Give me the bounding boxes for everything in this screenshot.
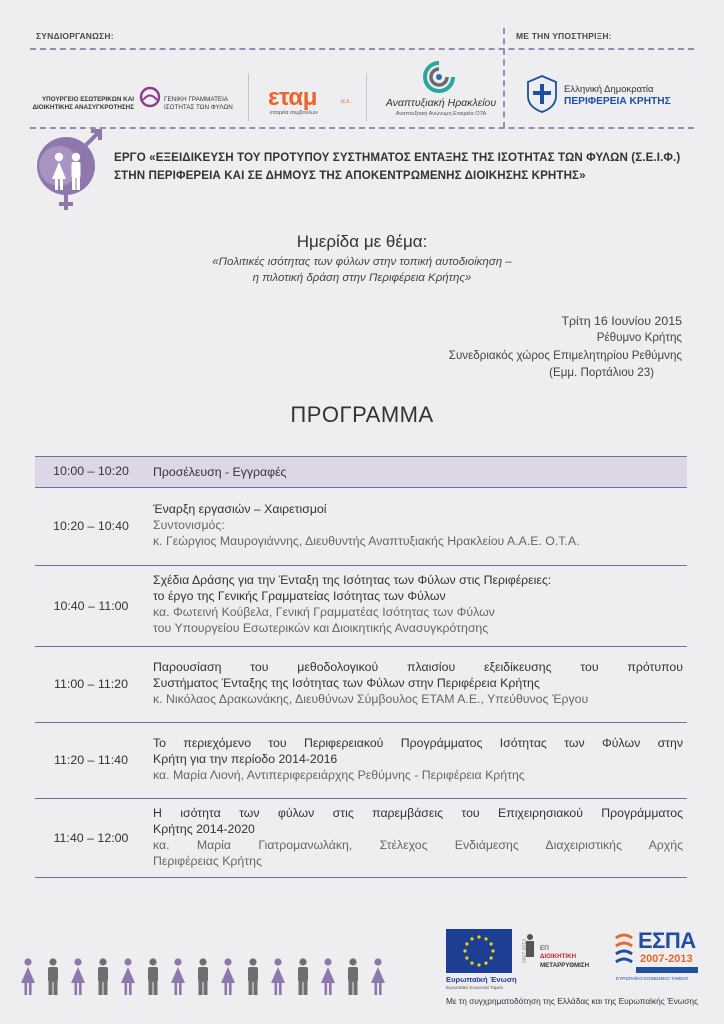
row-content (153, 572, 683, 636)
eu-star (465, 956, 468, 959)
female-figure-icon (270, 958, 286, 996)
dm-line2: ΔΙΟΙΚΗΤΙΚΗ (540, 953, 577, 960)
row-line: κ. Νικόλαος Δρακωνάκης, Διευθύνων Σύμβουλος ΕΤΑΜ Α.Ε., Υπεύθυνος Έργου (153, 692, 589, 706)
row-line: κα. Φωτεινή Κούβελα, Γενική Γραμματέας Ισότητας των Φύλων (153, 605, 495, 619)
female-figure-icon (320, 958, 336, 996)
eu-flag (446, 929, 512, 973)
gender-figures-row (20, 958, 420, 998)
row-line: Συστήματος Ένταξης της Ισότητας των Φύλων στην Περιφέρεια Κρήτης (153, 676, 540, 690)
row-line: κ. Γεώργιος Μαυρογιάννης, Διευθυντής Αναπτυξιακής Ηρακλείου Α.Α.Ε. Ο.Τ.Α. (153, 534, 580, 548)
row-content (153, 501, 683, 549)
row-time: 10:00 – 10:20 (53, 464, 129, 478)
row-time: 11:40 – 12:00 (53, 831, 129, 845)
male-figure-icon (345, 958, 361, 996)
row-line: κα. Μαρία Γιατρομανωλάκη, Στέλεχος Ενδιάμεσης Διαχειριστικής Αρχής (153, 838, 683, 852)
espa-years: 2007-2013 (640, 953, 693, 965)
event-heading: Ημερίδα με θέμα: (296, 232, 428, 251)
espa-motto-bar (636, 967, 698, 973)
event-venue: Συνεδριακός χώρος Επιμελητηρίου Ρεθύμνης (448, 349, 682, 362)
row-line: Παρουσίαση του μεθοδολογικού πλαισίου εξειδίκευσης του πρότυπου (153, 660, 683, 674)
eu-star (463, 949, 466, 952)
greek-emblem-icon (524, 74, 560, 114)
coorg-label: ΣΥΝΔΙΟΡΓΑΝΩΣΗ: (36, 31, 114, 41)
etam-logo: εταμ (268, 84, 317, 111)
eu-star (490, 942, 493, 945)
male-figure-icon (245, 958, 261, 996)
row-line: Σχέδια Δράσης για την Ένταξη της Ισότητας των Φύλων στις Περιφέρειες: (153, 573, 552, 587)
row-line: Το περιεχόμενο του Περιφερειακού Προγράμματος Ισότητας των Φύλων στην (153, 736, 683, 750)
ministry-line2: ΔΙΟΙΚΗΤΙΚΗΣ ΑΝΑΣΥΓΚΡΟΤΗΣΗΣ (32, 103, 134, 111)
female-figure-icon (370, 958, 386, 996)
row-line: κα. Μαρία Λιονή, Αντιπεριφερειάρχης Ρεθύμνης - Περιφέρεια Κρήτης (153, 768, 525, 782)
row-content (153, 659, 683, 707)
ah-name: Αναπτυξιακή Ηρακλείου (385, 97, 497, 109)
row-time: 10:20 – 10:40 (53, 519, 129, 533)
program-row (35, 723, 687, 799)
male-figure-icon (145, 958, 161, 996)
event-topic-line2: η πιλοτική δράση στην Περιφέρεια Κρήτης» (252, 272, 472, 284)
project-title-line1: ΕΡΓΟ «ΕΞΕΙΔΙΚΕΥΣΗ ΤΟΥ ΠΡΟΤΥΠΟΥ ΣΥΣΤΗΜΑΤΟΣ ΕΝΤΑΞΗΣ ΤΗΣ ΙΣΟΤΗΤΑΣ ΤΩΝ ΦΥΛΩΝ (Σ.Ε.Ι.Φ.) (114, 151, 681, 164)
eu-star (490, 956, 493, 959)
row-line: Κρήτης 2014-2020 (153, 822, 255, 836)
espa-waves-icon (614, 930, 634, 970)
eu-label: Ευρωπαϊκή Ένωση (446, 975, 517, 984)
eu-star (484, 937, 487, 940)
etam-suffix: α.ε. (341, 98, 352, 105)
eu-star (470, 937, 473, 940)
ah-subtitle: Αναπτυξιακή Ανώνυμη Εταιρεία ΟΤΑ (395, 111, 487, 117)
eu-star (470, 962, 473, 965)
funding-note: Με τη συγχρηματοδότηση της Ελλάδας και της Ευρωπαϊκής Ένωσης (446, 996, 698, 1006)
row-line: Κρήτη για την περίοδο 2014-2016 (153, 752, 338, 766)
eu-star (465, 942, 468, 945)
row-line: το έργο της Γενικής Γραμματείας Ισότητας των Φύλων (153, 589, 446, 603)
eu-star (477, 935, 480, 938)
header-top-dash (30, 48, 694, 50)
ministry-logo (24, 96, 134, 112)
program-row (35, 647, 687, 723)
gender-couple-icon (28, 128, 108, 214)
event-city: Ρέθυμνο Κρήτης (596, 331, 682, 344)
row-time: 11:00 – 11:20 (54, 677, 128, 691)
ah-emblem-icon (422, 60, 456, 94)
program-row (35, 488, 687, 566)
eu-stars-icon (446, 929, 512, 973)
gsge-line2: ΙΣΟΤΗΤΑΣ ΤΩΝ ΦΥΛΩΝ (164, 103, 233, 111)
event-date: Τρίτη 16 Ιουνίου 2015 (561, 314, 682, 328)
eu-star (491, 949, 494, 952)
support-label: ΜΕ ΤΗΝ ΥΠΟΣΤΗΡΙΞΗ: (516, 31, 612, 41)
row-content (153, 805, 683, 869)
row-line: Προσέλευση - Εγγραφές (153, 465, 287, 479)
eu-star (477, 963, 480, 966)
dm-years: 2007-2013 (522, 939, 528, 963)
female-figure-icon (70, 958, 86, 996)
row-line: του Υπουργείου Εσωτερικών και Διοικητικής Ανασυγκρότησης (153, 621, 489, 635)
eu-star (484, 962, 487, 965)
org-divider-2 (366, 73, 367, 121)
female-figure-icon (20, 958, 36, 996)
eu-fund-label: Ευρωπαϊκό Κοινωνικό Ταμείο (446, 985, 503, 990)
male-figure-icon (95, 958, 111, 996)
program-title: ΠΡΟΓΡΑΜΜΑ (290, 402, 434, 427)
gsge-logo (164, 96, 244, 112)
row-content (153, 735, 683, 783)
row-time: 11:20 – 11:40 (54, 753, 128, 767)
program-row (35, 799, 687, 878)
region-line1: Ελληνική Δημοκρατία (564, 84, 654, 95)
row-line: Η ισότητα των φύλων στις παρεμβάσεις του Επιχειρησιακού Προγράμματος (153, 806, 683, 820)
event-address: (Εμμ. Πορτάλιου 23) (549, 366, 654, 379)
org-divider-1 (248, 73, 249, 121)
espa-fund-label: ΕΥΡΩΠΑΪΚΟ ΚΟΙΝΩΝΙΚΟ ΤΑΜΕΙΟ (616, 976, 689, 981)
row-line: Περιφέρειας Κρήτης (153, 854, 262, 868)
dm-line3: ΜΕΤΑΡΡΥΘΜΙΣΗ (540, 962, 590, 969)
gsge-emblem-icon (138, 85, 162, 109)
ministry-line1: ΥΠΟΥΡΓΕΙΟ ΕΣΩΤΕΡΙΚΩΝ ΚΑΙ (41, 96, 134, 103)
male-figure-icon (195, 958, 211, 996)
header-bottom-dash (30, 127, 694, 129)
program-table (35, 456, 687, 878)
event-topic-line1: «Πολιτικές ισότητας των φύλων στην τοπική αυτοδιοίκηση – (212, 256, 512, 268)
program-row (35, 456, 687, 488)
project-title-line2: ΣΤΗΝ ΠΕΡΙΦΕΡΕΙΑ ΚΑΙ ΣΕ ΔΗΜΟΥΣ ΤΗΣ ΑΠΟΚΕΝΤΡΩΜΕΝΗΣ ΔΙΟΙΚΗΣΗΣ ΚΡΗΤΗΣ» (114, 169, 586, 182)
gsge-line1: ΓΕΝΙΚΗ ΓΡΑΜΜΑΤΕΙΑ (164, 96, 229, 103)
program-row (35, 566, 687, 647)
row-line: Έναρξη εργασιών – Χαιρετισμοί (153, 502, 327, 516)
female-figure-icon (120, 958, 136, 996)
dm-line1: ΕΠ (540, 945, 549, 952)
male-figure-icon (45, 958, 61, 996)
female-figure-icon (170, 958, 186, 996)
etam-subtitle: εταιρεία συμβούλων (270, 110, 318, 116)
male-figure-icon (295, 958, 311, 996)
row-line: Συντονισμός: (153, 518, 225, 532)
row-time: 10:40 – 11:00 (53, 599, 129, 613)
region-line2: ΠΕΡΙΦΕΡΕΙΑ ΚΡΗΤΗΣ (564, 96, 671, 107)
female-figure-icon (220, 958, 236, 996)
espa-logo: ΕΣΠΑ (638, 928, 696, 953)
